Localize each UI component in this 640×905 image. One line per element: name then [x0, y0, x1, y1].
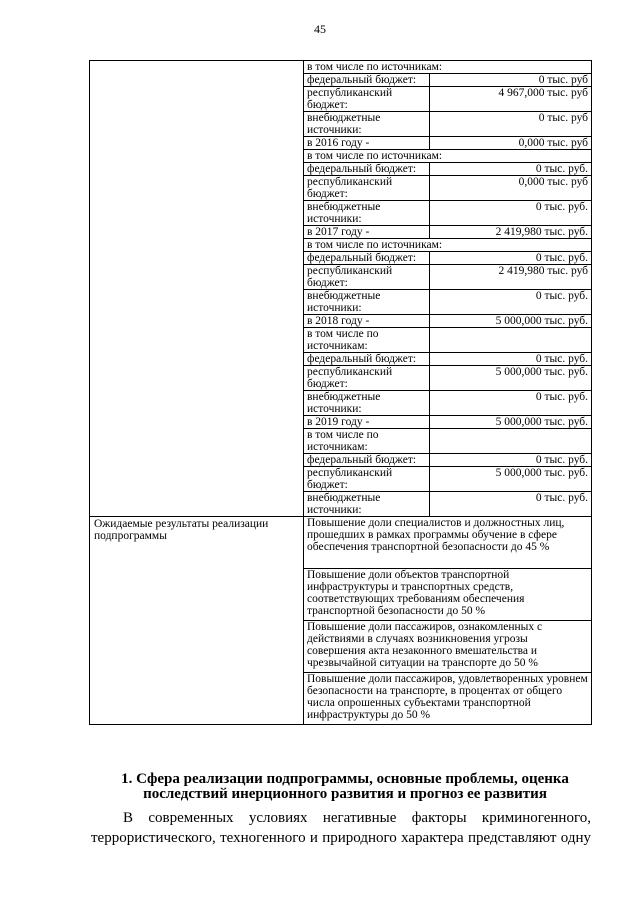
- funding-value: 0 тыс. руб.: [430, 454, 592, 467]
- funding-value: 5 000,000 тыс. руб.: [430, 416, 592, 429]
- funding-label: республиканский бюджет:: [304, 467, 430, 492]
- funding-label: внебюджетные источники:: [304, 112, 430, 137]
- result-row: [90, 517, 592, 569]
- funding-source-header: в том числе по источникам:: [304, 239, 592, 252]
- result-item: Повышение доли объектов транспортной инфраструктуры и транспортных средств, соответствующих требованиям обеспечения транспортной безопасности до 50 %: [304, 569, 592, 621]
- funding-value: 0 тыс. руб.: [430, 290, 592, 315]
- funding-value: [430, 429, 592, 454]
- body-line-2: террористического, техногенного и природного характера представляют одну: [91, 830, 591, 846]
- funding-value: [430, 328, 592, 353]
- result-item: Повышение доли специалистов и должностных лиц, прошедших в рамках программы обучение в сфере обеспечения транспортной безопасности до 45 %: [304, 517, 592, 569]
- funding-value: 0 тыс. руб.: [430, 252, 592, 265]
- funding-value: 0 тыс. руб.: [430, 492, 592, 517]
- funding-label: внебюджетные источники:: [304, 391, 430, 416]
- funding-value: 0 тыс. руб: [430, 112, 592, 137]
- funding-label: внебюджетные источники:: [304, 290, 430, 315]
- funding-label: в том числе по источникам:: [304, 429, 430, 454]
- funding-value: 5 000,000 тыс. руб.: [430, 315, 592, 328]
- funding-value: 2 419,980 тыс. руб.: [430, 226, 592, 239]
- funding-value: 4 967,000 тыс. руб: [430, 87, 592, 112]
- funding-value: 0 тыс. руб.: [430, 353, 592, 366]
- funding-value: 2 419,980 тыс. руб: [430, 265, 592, 290]
- funding-value: 0,000 тыс. руб: [430, 137, 592, 150]
- body-line-1: В современных условиях негативные факторы криминогенного,: [123, 810, 591, 826]
- funding-label: республиканский бюджет:: [304, 265, 430, 290]
- results-label: Ожидаемые результаты реализации подпрограммы: [90, 517, 304, 725]
- funding-value: 0 тыс. руб: [430, 74, 592, 87]
- funding-table: [89, 60, 592, 725]
- funding-label: федеральный бюджет:: [304, 74, 430, 87]
- funding-label: федеральный бюджет:: [304, 163, 430, 176]
- left-empty-cell: [90, 61, 304, 517]
- funding-value: 0 тыс. руб.: [430, 163, 592, 176]
- funding-label: в 2016 году -: [304, 137, 430, 150]
- funding-label: республиканский бюджет:: [304, 87, 430, 112]
- funding-label: в 2019 году -: [304, 416, 430, 429]
- body-paragraph: [91, 808, 591, 848]
- funding-value: 5 000,000 тыс. руб.: [430, 366, 592, 391]
- result-item: Повышение доли пассажиров, удовлетворенных уровнем безопасности на транспорте, в процентах от общего числа опрошенных субъектами транспортной инфраструктуры до 50 %: [304, 673, 592, 725]
- funding-label: республиканский бюджет:: [304, 176, 430, 201]
- funding-label: внебюджетные источники:: [304, 201, 430, 226]
- funding-label: федеральный бюджет:: [304, 252, 430, 265]
- page-number: 45: [314, 22, 326, 36]
- funding-value: 0 тыс. руб.: [430, 391, 592, 416]
- result-item: Повышение доли пассажиров, ознакомленных с действиями в случаях возникновения угрозы совершения акта незаконного вмешательства и чрезвычайной ситуации на транспорте до 50 %: [304, 621, 592, 673]
- funding-source-header: в том числе по источникам:: [304, 61, 592, 74]
- funding-value: 5 000,000 тыс. руб.: [430, 467, 592, 492]
- funding-label: в том числе по источникам:: [304, 328, 430, 353]
- funding-value: 0 тыс. руб.: [430, 201, 592, 226]
- funding-label: республиканский бюджет:: [304, 366, 430, 391]
- funding-row: [90, 61, 592, 74]
- funding-value: 0,000 тыс. руб: [430, 176, 592, 201]
- section-heading: 1. Сфера реализации подпрограммы, основные проблемы, оценка последствий инерционного развития и прогноз ее развития: [121, 771, 569, 802]
- funding-label: федеральный бюджет:: [304, 454, 430, 467]
- funding-source-header: в том числе по источникам:: [304, 150, 592, 163]
- funding-label: в 2017 году -: [304, 226, 430, 239]
- funding-label: внебюджетные источники:: [304, 492, 430, 517]
- funding-label: федеральный бюджет:: [304, 353, 430, 366]
- funding-label: в 2018 году -: [304, 315, 430, 328]
